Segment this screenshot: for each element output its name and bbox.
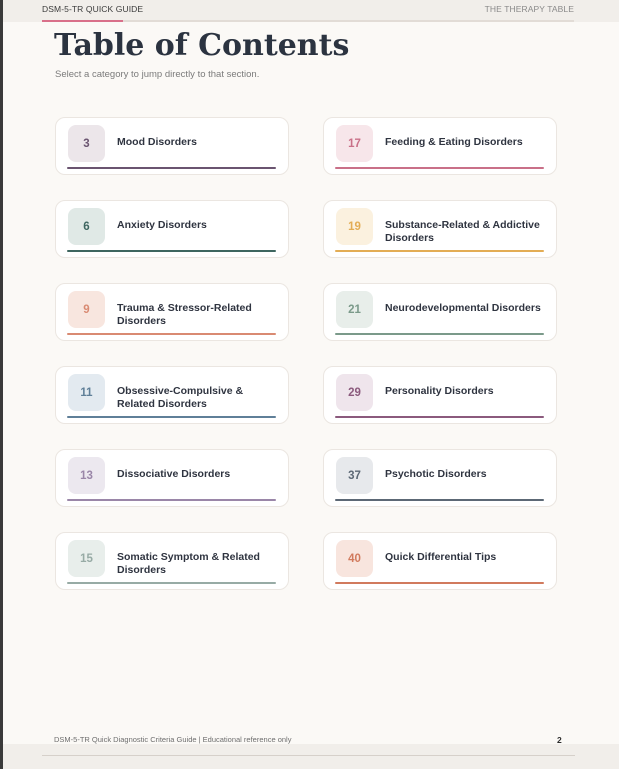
toc-page-number: 40 [336, 540, 373, 577]
toc-card-underline [335, 250, 544, 252]
toc-card-underline [67, 333, 276, 335]
toc-card-label: Substance-Related & Addictive Disorders [385, 219, 540, 244]
left-page-edge [0, 0, 3, 769]
toc-page-number: 19 [336, 208, 373, 245]
toc-card-underline [67, 416, 276, 418]
toc-card-underline [335, 167, 544, 169]
toc-card-underline [67, 167, 276, 169]
toc-card-label: Personality Disorders [385, 385, 494, 397]
toc-page-number: 11 [68, 374, 105, 411]
toc-card-dissociative[interactable] [55, 449, 289, 507]
toc-card-label: Obsessive-Compulsive & Related Disorders [117, 385, 244, 410]
toc-page-number: 37 [336, 457, 373, 494]
toc-card-label: Dissociative Disorders [117, 468, 231, 480]
footer-band [3, 744, 619, 769]
toc-card-mood[interactable] [55, 117, 289, 175]
toc-card-anxiety[interactable] [55, 200, 289, 258]
footer-page-number: 2 [557, 735, 562, 745]
toc-card-underline [335, 499, 544, 501]
page-title: Table of Contents [54, 28, 350, 63]
toc-page-number: 13 [68, 457, 105, 494]
header-guide-label: DSM-5-TR QUICK GUIDE [42, 4, 144, 14]
toc-card-somatic[interactable] [55, 532, 289, 590]
toc-card-differential-tips[interactable] [323, 532, 557, 590]
toc-card-underline [335, 416, 544, 418]
toc-card-label: Mood Disorders [117, 136, 197, 148]
toc-card-label: Neurodevelopmental Disorders [385, 302, 541, 314]
toc-card-underline [67, 582, 276, 584]
page-subtitle: Select a category to jump directly to that section. [55, 69, 260, 80]
toc-card-label: Anxiety Disorders [117, 219, 207, 231]
toc-card-label: Somatic Symptom & Related Disorders [117, 551, 260, 576]
header-brand-label: THE THERAPY TABLE [484, 4, 574, 14]
toc-page-number: 21 [336, 291, 373, 328]
footer-rule [42, 755, 575, 756]
toc-card-label: Trauma & Stressor-Related Disorders [117, 302, 252, 327]
header-rule-accent [42, 20, 123, 22]
toc-card-label: Psychotic Disorders [385, 468, 487, 480]
toc-card-label: Quick Differential Tips [385, 551, 497, 563]
toc-page-number: 17 [336, 125, 373, 162]
toc-card-underline [335, 582, 544, 584]
toc-card-underline [67, 250, 276, 252]
toc-page-number: 9 [68, 291, 105, 328]
toc-card-neurodevelopmental[interactable] [323, 283, 557, 341]
footer-note: DSM-5-TR Quick Diagnostic Criteria Guide | Educational reference only [54, 735, 292, 744]
toc-card-feeding-eating[interactable] [323, 117, 557, 175]
toc-page-number: 3 [68, 125, 105, 162]
toc-card-ocd[interactable] [55, 366, 289, 424]
toc-card-trauma[interactable] [55, 283, 289, 341]
toc-card-personality[interactable] [323, 366, 557, 424]
toc-page-number: 29 [336, 374, 373, 411]
toc-page-number: 15 [68, 540, 105, 577]
toc-card-psychotic[interactable] [323, 449, 557, 507]
toc-page-number: 6 [68, 208, 105, 245]
toc-card-underline [67, 499, 276, 501]
toc-card-label: Feeding & Eating Disorders [385, 136, 523, 148]
toc-card-underline [335, 333, 544, 335]
toc-card-substance[interactable] [323, 200, 557, 258]
